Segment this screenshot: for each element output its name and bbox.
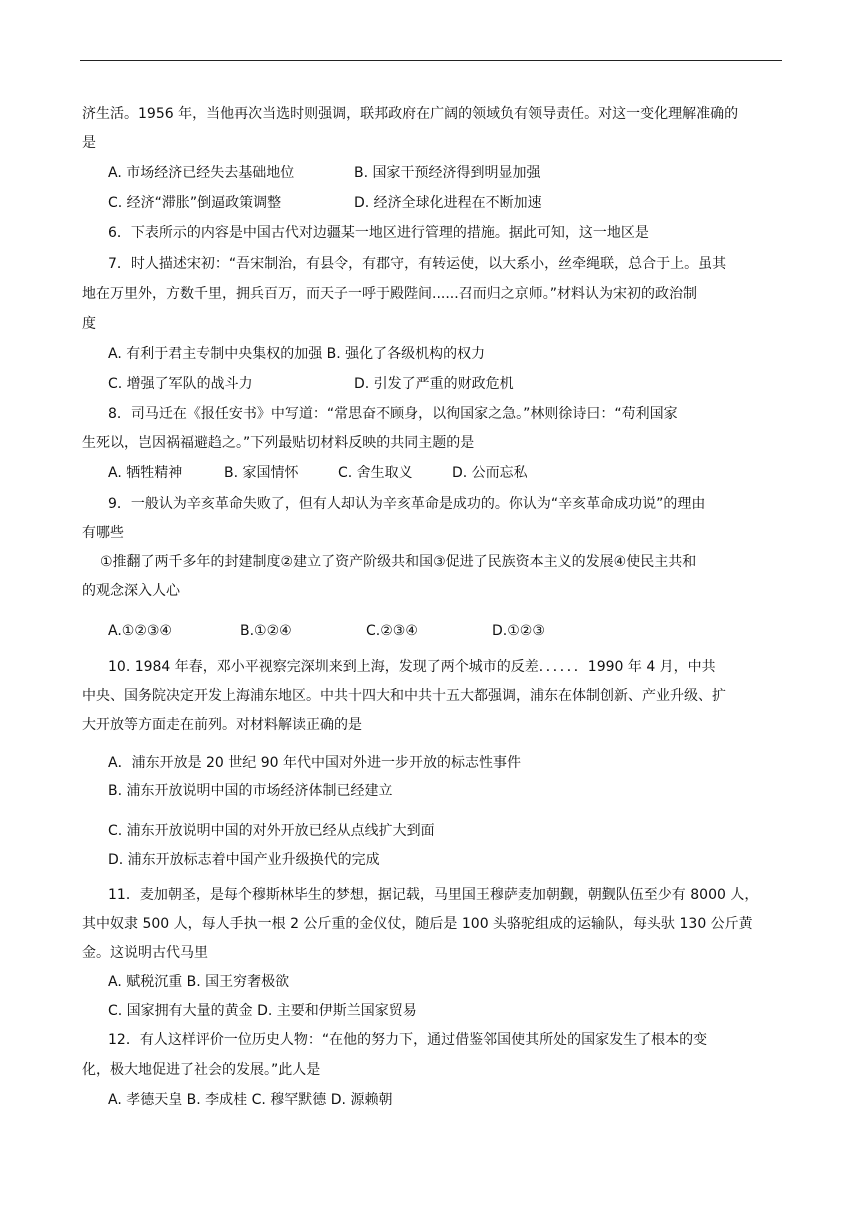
q5-option-b: B. 国家干预经济得到明显加强 bbox=[354, 165, 541, 181]
q9-option-a: A.①②③④ bbox=[108, 623, 172, 639]
q8-option-d: D. 公而忘私 bbox=[452, 465, 528, 481]
q9-option-c: C.②③④ bbox=[366, 623, 418, 639]
q7-option-d: D. 引发了严重的财政危机 bbox=[354, 376, 514, 392]
q9-statements-line-2: 的观念深入人心 bbox=[82, 583, 180, 599]
q8-option-b: B. 家国情怀 bbox=[224, 465, 299, 481]
q9-statements-line-1: ①推翻了两千多年的封建制度②建立了资产阶级共和国③促进了民族资本主义的发展④使民主共和 bbox=[100, 554, 697, 570]
q8-stem-line-2: 生死以，岂因祸福避趋之。”下列最贴切材料反映的共同主题的是 bbox=[82, 435, 475, 451]
q10-option-c: C. 浦东开放说明中国的对外开放已经从点线扩大到面 bbox=[108, 823, 435, 839]
q10-stem-line-3: 大开放等方面走在前列。对材料解读正确的是 bbox=[82, 717, 362, 733]
q9-option-d: D.①②③ bbox=[492, 623, 545, 639]
q7-option-c: C. 增强了军队的战斗力 bbox=[108, 376, 253, 392]
q9-stem-line-2: 有哪些 bbox=[82, 525, 124, 541]
q9-option-b: B.①②④ bbox=[240, 623, 292, 639]
q10-option-b: B. 浦东开放说明中国的市场经济体制已经建立 bbox=[108, 783, 393, 799]
q6-stem: 6．下表所示的内容是中国古代对边疆某一地区进行管理的措施。据此可知，这一地区是 bbox=[108, 225, 649, 241]
q12-options: A. 孝德天皇 B. 李成桂 C. 穆罕默德 D. 源赖朝 bbox=[108, 1092, 393, 1108]
q11-stem-line-3: 金。这说明古代马里 bbox=[82, 945, 208, 961]
q11-options-ab: A. 赋税沉重 B. 国王穷奢极欲 bbox=[108, 974, 290, 990]
q10-stem-line-2: 中央、国务院决定开发上海浦东地区。中共十四大和中共十五大都强调，浦东在体制创新、产业升级、扩 bbox=[82, 688, 726, 704]
q5-option-c: C. 经济“滞胀”倒逼政策调整 bbox=[108, 195, 282, 211]
q11-options-cd: C. 国家拥有大量的黄金 D. 主要和伊斯兰国家贸易 bbox=[108, 1003, 417, 1019]
q11-stem-line-2: 其中奴隶 500 人，每人手执一根 2 公斤重的金仪仗，随后是 100 头骆驼组成的运输队，每头驮 130 公斤黄 bbox=[82, 916, 753, 932]
q7-options-ab: A. 有利于君主专制中央集权的加强 B. 强化了各级机构的权力 bbox=[108, 346, 486, 362]
q5-option-d: D. 经济全球化进程在不断加速 bbox=[354, 195, 542, 211]
q12-stem-line-2: 化，极大地促进了社会的发展。”此人是 bbox=[82, 1062, 321, 1078]
q5-stem-line-3: 是 bbox=[82, 135, 96, 151]
q10-stem-line-1: 10. 1984 年春，邓小平视察完深圳来到上海，发现了两个城市的反差．．．．．．1990 年 4 月，中共 bbox=[108, 659, 716, 675]
q8-stem-line-1: 8．司马迁在《报任安书》中写道：“常思奋不顾身，以徇国家之急。”林则徐诗曰：“苟利国家 bbox=[108, 406, 678, 422]
q7-stem-line-2: 地在万里外，方数千里，拥兵百万，而天子一呼于殿陛间......召而归之京师。”材料认为宋初的政治制 bbox=[82, 286, 697, 302]
q7-stem-line-3: 度 bbox=[82, 316, 96, 332]
q12-stem-line-1: 12．有人这样评价一位历史人物：“在他的努力下，通过借鉴邻国使其所处的国家发生了根本的变 bbox=[108, 1032, 708, 1048]
q5-option-a: A. 市场经济已经失去基础地位 bbox=[108, 165, 295, 181]
q10-option-d: D. 浦东开放标志着中国产业升级换代的完成 bbox=[108, 852, 380, 868]
q8-option-a: A. 牺牲精神 bbox=[108, 465, 183, 481]
q11-stem-line-1: 11．麦加朝圣，是每个穆斯林毕生的梦想，据记载，马里国王穆萨麦加朝觐，朝觐队伍至少有 8000 人， bbox=[108, 887, 759, 903]
q7-stem-line-1: 7．时人描述宋初：“吾宋制治，有县令，有郡守，有转运使，以大系小，丝牵绳联，总合于上。虽其 bbox=[108, 256, 727, 272]
header-rule bbox=[80, 60, 782, 61]
q8-option-c: C. 舍生取义 bbox=[338, 465, 413, 481]
q10-option-a: A．浦东开放是 20 世纪 90 年代中国对外进一步开放的标志性事件 bbox=[108, 755, 522, 771]
q9-stem-line-1: 9．一般认为辛亥革命失败了，但有人却认为辛亥革命是成功的。你认为“辛亥革命成功说”的理由 bbox=[108, 496, 706, 512]
q5-stem-line-2: 济生活。1956 年，当他再次当选时则强调，联邦政府在广阔的领域负有领导责任。对这一变化理解准确的 bbox=[82, 106, 739, 122]
